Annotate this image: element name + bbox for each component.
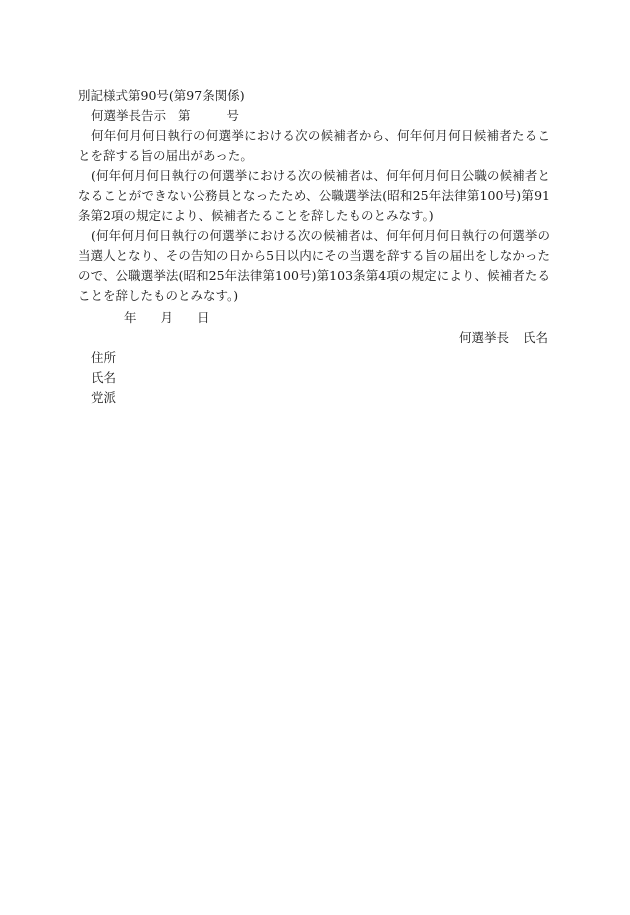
signature-block — [459, 328, 548, 348]
paragraph-deemed-withdrawal-elected: (何年何月何日執行の何選挙における次の候補者は、何年何月何日執行の何選挙の当選人となり、その告知の日から5日以内にその当選を辞する旨の届出をしなかったので、公職選挙法(昭和25年法律第100号)第103条第4項の規定により、候補者たることを辞したものとみなす。) — [78, 228, 550, 303]
notice-number-suffix: 号 — [226, 108, 240, 123]
date-year-label: 年 — [124, 310, 137, 325]
signature-title: 何選挙長 — [458, 330, 509, 345]
date-month-label: 月 — [160, 310, 174, 325]
signature-name: 氏名 — [522, 330, 548, 345]
notice-title-label: 何選挙長告示 — [91, 108, 167, 123]
paragraph-notice: 何年何月何日執行の何選挙における次の候補者から、何年何月何日候補者たることを辞する旨の届出があった。 — [78, 128, 550, 163]
date-day-label: 日 — [197, 310, 210, 325]
form-title: 別記様式第90号(第97条関係) — [78, 88, 245, 103]
paragraph-deemed-withdrawal-public-servant: (何年何月何日執行の何選挙における次の候補者は、何年何月何日公職の候補者となることができない公務員となったため、公職選挙法(昭和25年法律第100号)第91条第2項の規定により、候補者たることを辞したものとみなす。) — [78, 168, 550, 223]
notice-number-prefix: 第 — [178, 108, 191, 123]
notice-date — [78, 308, 553, 328]
field-party: 党派 — [91, 390, 117, 405]
field-address: 住所 — [91, 350, 117, 365]
field-name: 氏名 — [91, 370, 117, 385]
notice-title — [78, 106, 566, 126]
